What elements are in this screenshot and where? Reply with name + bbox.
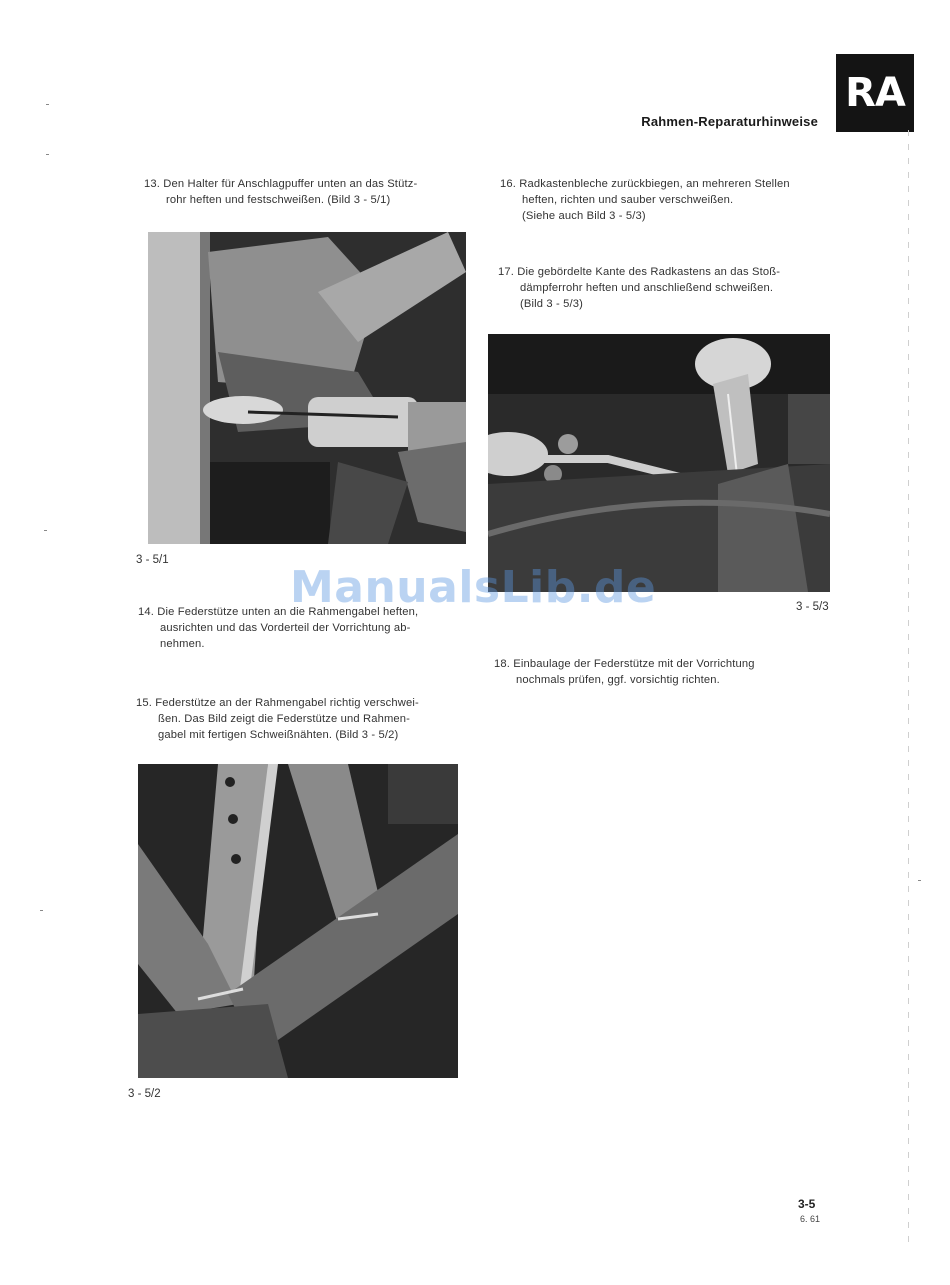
step-number: 18. bbox=[494, 658, 511, 670]
step-line: (Siehe auch Bild 3 - 5/3) bbox=[522, 210, 646, 222]
step-line: Radkastenbleche zurückbiegen, an mehreren Stellen bbox=[519, 178, 790, 190]
step-line: dämpferrohr heften und anschließend schweißen. bbox=[520, 282, 774, 294]
step-number: 13. bbox=[144, 178, 161, 190]
step-line: Einbaulage der Federstütze mit der Vorrichtung bbox=[513, 658, 755, 670]
photo-frame-welding-2 bbox=[138, 764, 458, 1078]
page-title: Rahmen-Reparaturhinweise bbox=[641, 114, 818, 129]
figure-caption: 3 - 5/1 bbox=[136, 554, 169, 566]
figure-caption: 3 - 5/2 bbox=[128, 1088, 161, 1100]
figure-caption: 3 - 5/3 bbox=[796, 601, 829, 613]
page-date: 6. 61 bbox=[800, 1214, 821, 1224]
step-line: Den Halter für Anschlagpuffer unten an das Stütz- bbox=[163, 178, 418, 190]
step-line: (Bild 3 - 5/3) bbox=[520, 298, 584, 310]
photo-welding-torch bbox=[488, 334, 830, 592]
scan-speck bbox=[46, 104, 49, 105]
step-number: 16. bbox=[500, 178, 517, 190]
step-line: ausrichten und das Vorderteil der Vorrichtung ab- bbox=[160, 622, 411, 634]
watermark: ManualsLib.de bbox=[290, 562, 657, 613]
photo-frame-welding-1 bbox=[148, 232, 466, 544]
step-number: 17. bbox=[498, 266, 515, 278]
step-line: gabel mit fertigen Schweißnähten. (Bild 3 - 5/2) bbox=[158, 729, 399, 741]
step-line: Federstütze an der Rahmengabel richtig verschwei- bbox=[155, 697, 419, 709]
scan-speck bbox=[40, 910, 43, 911]
scan-speck bbox=[918, 880, 921, 881]
step-15 bbox=[136, 695, 468, 743]
step-number: 14. bbox=[138, 606, 155, 618]
step-line: nehmen. bbox=[160, 638, 205, 650]
section-badge: RA bbox=[836, 54, 914, 132]
step-16 bbox=[500, 176, 830, 224]
step-line: nochmals prüfen, ggf. vorsichtig richten. bbox=[516, 674, 720, 686]
step-line: ßen. Das Bild zeigt die Federstütze und Rahmen- bbox=[158, 713, 411, 725]
scan-speck bbox=[46, 154, 49, 155]
scan-speck bbox=[44, 530, 47, 531]
step-13 bbox=[144, 176, 474, 208]
step-line: rohr heften und festschweißen. (Bild 3 - 5/1) bbox=[166, 194, 391, 206]
step-17 bbox=[498, 264, 830, 312]
step-line: Die gebördelte Kante des Radkastens an das Stoß- bbox=[517, 266, 781, 278]
step-line: heften, richten und sauber verschweißen. bbox=[522, 194, 734, 206]
scan-edge-line bbox=[908, 130, 909, 1250]
step-line: Die Federstütze unten an die Rahmengabel heften, bbox=[157, 606, 419, 618]
step-number: 15. bbox=[136, 697, 153, 709]
page-number: 3-5 bbox=[798, 1197, 816, 1211]
step-18 bbox=[494, 656, 830, 688]
